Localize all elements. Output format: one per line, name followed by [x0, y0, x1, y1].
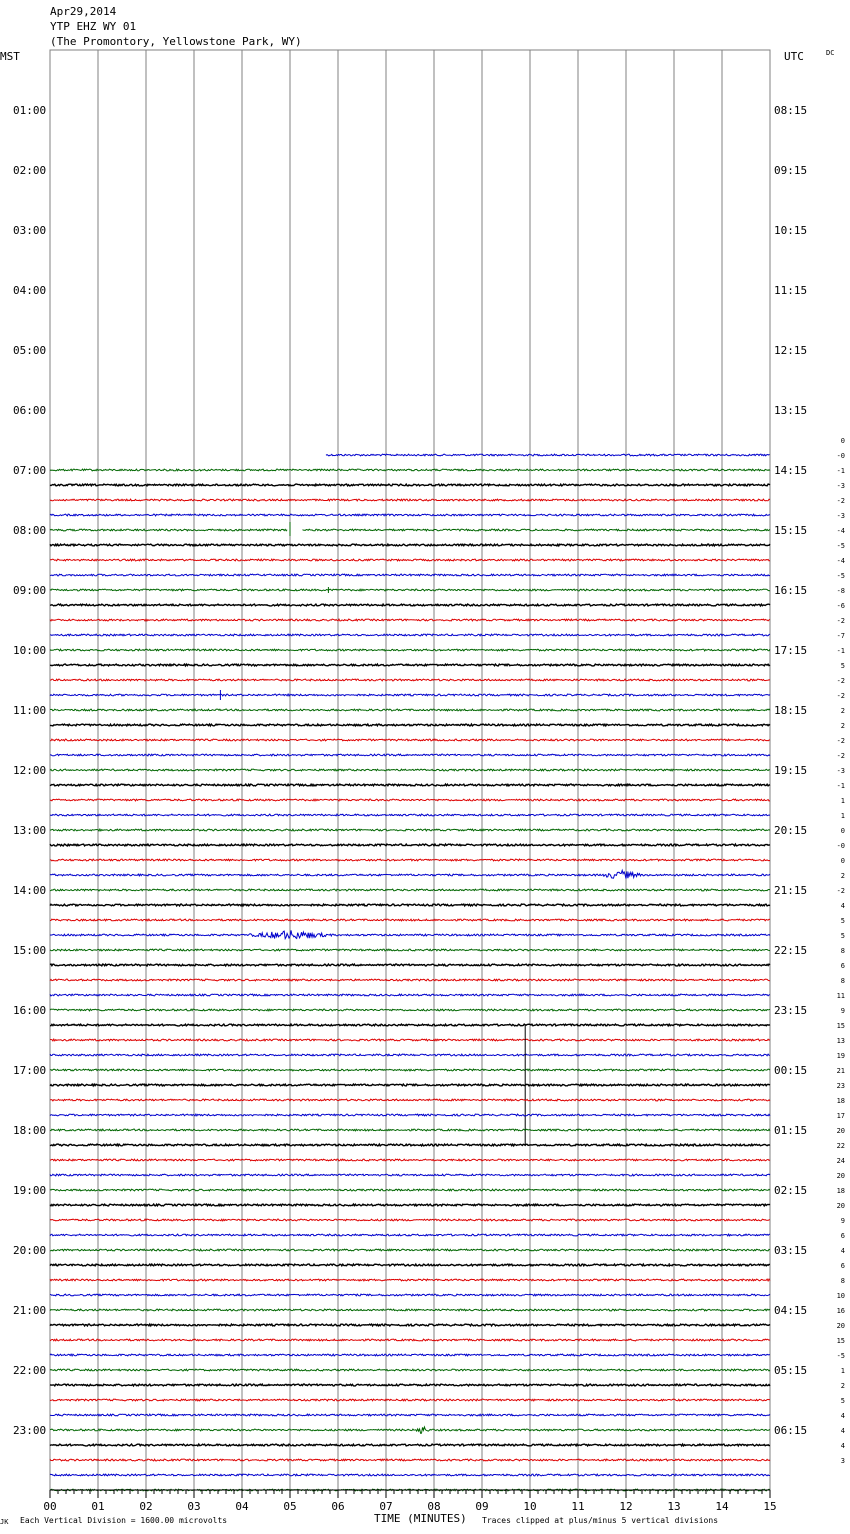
dc-offset-value: 5 — [840, 917, 845, 925]
dc-offset-value: 8 — [840, 1277, 845, 1285]
right-hour-label: 20:15 — [774, 824, 808, 837]
x-tick-label: 07 — [379, 1500, 393, 1513]
left-hour-label: 01:00 — [13, 104, 47, 117]
dc-offset-value: -1 — [836, 647, 845, 655]
dc-offset-header: DC — [826, 49, 835, 57]
dc-offset-value: 11 — [836, 992, 845, 1000]
seismic-trace — [326, 454, 770, 456]
seismic-trace — [50, 979, 770, 981]
dc-offset-value: 20 — [836, 1322, 845, 1330]
dc-offset-value: -3 — [836, 767, 845, 775]
left-hour-label: 07:00 — [13, 464, 47, 477]
seismic-trace — [50, 814, 770, 816]
dc-offset-value: -1 — [836, 467, 845, 475]
right-hour-label: 08:15 — [774, 104, 808, 117]
left-hour-label: 14:00 — [13, 884, 47, 897]
seismic-trace — [50, 994, 770, 996]
right-hour-label: 19:15 — [774, 764, 808, 777]
x-tick-label: 02 — [139, 1500, 153, 1513]
dc-offset-value: 1 — [840, 1367, 845, 1375]
seismic-trace — [50, 574, 770, 576]
dc-offset-value: -2 — [836, 887, 845, 895]
left-hour-label: 18:00 — [13, 1124, 47, 1137]
dc-offset-value: 3 — [840, 1457, 845, 1465]
seismic-trace — [50, 1039, 770, 1041]
dc-offset-value: 1 — [840, 812, 845, 820]
right-hour-label: 01:15 — [774, 1124, 808, 1137]
dc-offset-value: 10 — [836, 1292, 845, 1300]
dc-offset-value: 0 — [840, 827, 845, 835]
seismic-trace — [50, 634, 770, 636]
seismic-trace — [50, 799, 770, 801]
dc-offset-value: 20 — [836, 1202, 845, 1210]
dc-offset-value: -2 — [836, 692, 845, 700]
seismic-trace — [50, 1399, 770, 1401]
x-tick-label: 10 — [523, 1500, 537, 1513]
seismic-trace — [50, 1279, 770, 1281]
seismic-trace — [50, 709, 770, 711]
seismic-trace — [50, 619, 770, 621]
seismic-trace — [50, 754, 770, 756]
dc-offset-value: -1 — [836, 782, 845, 790]
dc-offset-value: 0 — [840, 437, 845, 445]
seismic-trace — [50, 1249, 770, 1251]
seismic-trace — [50, 930, 770, 938]
left-hour-label: 06:00 — [13, 404, 47, 417]
dc-offset-value: -4 — [836, 527, 845, 535]
dc-offset-value: -8 — [836, 587, 845, 595]
dc-offset-value: -2 — [836, 677, 845, 685]
x-tick-label: 00 — [43, 1500, 57, 1513]
x-tick-label: 11 — [571, 1500, 585, 1513]
dc-offset-value: -2 — [836, 737, 845, 745]
dc-offset-value: 24 — [836, 1157, 845, 1165]
seismic-trace — [50, 904, 770, 906]
right-hour-label: 22:15 — [774, 944, 808, 957]
dc-offset-value: -3 — [836, 482, 845, 490]
seismic-trace — [50, 919, 770, 921]
right-hour-label: 11:15 — [774, 284, 808, 297]
seismic-trace — [50, 1159, 770, 1161]
seismic-trace — [50, 1264, 770, 1266]
seismic-trace — [50, 1174, 770, 1176]
dc-offset-value: 8 — [840, 947, 845, 955]
dc-offset-value: -6 — [836, 602, 845, 610]
left-hour-label: 16:00 — [13, 1004, 47, 1017]
seismic-trace — [50, 1427, 770, 1433]
x-tick-label: 14 — [715, 1500, 729, 1513]
seismic-trace — [50, 964, 770, 966]
x-tick-label: 04 — [235, 1500, 249, 1513]
dc-offset-value: -5 — [836, 1352, 845, 1360]
seismic-trace — [50, 1219, 770, 1221]
dc-offset-value: 2 — [840, 872, 845, 880]
right-hour-label: 06:15 — [774, 1424, 808, 1437]
dc-offset-value: 18 — [836, 1097, 845, 1105]
seismic-trace — [50, 694, 770, 696]
seismic-trace — [50, 679, 770, 681]
dc-offset-value: 15 — [836, 1337, 845, 1345]
right-hour-label: 05:15 — [774, 1364, 808, 1377]
dc-offset-value: 4 — [840, 1247, 845, 1255]
seismic-trace — [50, 514, 770, 516]
right-hour-label: 14:15 — [774, 464, 808, 477]
seismic-trace — [50, 829, 770, 831]
right-hour-label: 03:15 — [774, 1244, 808, 1257]
right-hour-label: 04:15 — [774, 1304, 808, 1317]
seismic-trace — [50, 1114, 770, 1116]
dc-offset-value: 21 — [836, 1067, 845, 1075]
seismic-trace — [50, 1414, 770, 1416]
dc-offset-value: 9 — [840, 1007, 845, 1015]
dc-offset-value: -4 — [836, 557, 845, 565]
seismic-trace — [50, 1144, 770, 1146]
seismic-trace — [50, 1069, 770, 1071]
scale-note: Each Vertical Division = 1600.00 microvolts — [20, 1516, 228, 1525]
dc-offset-value: -2 — [836, 617, 845, 625]
x-tick-label: 09 — [475, 1500, 489, 1513]
seismic-trace — [50, 1234, 770, 1236]
x-tick-label: 01 — [91, 1500, 105, 1513]
seismic-trace — [50, 1384, 770, 1386]
dc-offset-value: -7 — [836, 632, 845, 640]
dc-offset-value: 5 — [840, 1397, 845, 1405]
seismic-trace — [50, 870, 770, 878]
x-tick-label: 06 — [331, 1500, 345, 1513]
left-timezone-label: MST — [0, 50, 20, 63]
left-hour-label: 21:00 — [13, 1304, 47, 1317]
dc-offset-value: 8 — [840, 977, 845, 985]
seismic-trace — [50, 1129, 770, 1131]
dc-offset-value: 22 — [836, 1142, 845, 1150]
left-hour-label: 08:00 — [13, 524, 47, 537]
x-axis-title: TIME (MINUTES) — [374, 1512, 467, 1525]
seismic-trace — [50, 859, 770, 861]
left-hour-label: 23:00 — [13, 1424, 47, 1437]
seismic-trace — [50, 1324, 770, 1326]
x-tick-label: 03 — [187, 1500, 201, 1513]
seismic-trace — [50, 544, 770, 546]
left-hour-label: 11:00 — [13, 704, 47, 717]
seismic-trace — [50, 769, 770, 771]
left-hour-label: 19:00 — [13, 1184, 47, 1197]
seismic-trace — [50, 1084, 770, 1086]
seismic-trace — [50, 1024, 770, 1026]
dc-offset-value: 5 — [840, 662, 845, 670]
left-hour-label: 10:00 — [13, 644, 47, 657]
dc-offset-value: 15 — [836, 1022, 845, 1030]
seismic-trace — [50, 1189, 770, 1191]
seismic-trace — [50, 1099, 770, 1101]
x-tick-label: 15 — [763, 1500, 777, 1513]
seismic-trace — [50, 1054, 770, 1056]
station-code: YTP EHZ WY 01 — [50, 20, 137, 33]
dc-offset-value: 4 — [840, 1412, 845, 1420]
dc-offset-value: 2 — [840, 1382, 845, 1390]
seismic-trace — [50, 949, 770, 951]
left-hour-label: 03:00 — [13, 224, 47, 237]
right-hour-label: 13:15 — [774, 404, 808, 417]
seismic-trace — [50, 649, 770, 651]
seismic-trace — [50, 844, 770, 846]
station-location: (The Promontory, Yellowstone Park, WY) — [50, 35, 302, 48]
record-date: Apr29,2014 — [50, 5, 117, 18]
seismic-trace — [50, 604, 770, 606]
seismic-trace — [50, 1339, 770, 1341]
seismic-trace — [50, 739, 770, 741]
right-hour-label: 09:15 — [774, 164, 808, 177]
right-hour-label: 21:15 — [774, 884, 808, 897]
right-hour-label: 15:15 — [774, 524, 808, 537]
seismic-trace — [50, 784, 770, 786]
seismic-trace — [50, 1294, 770, 1296]
left-hour-label: 04:00 — [13, 284, 47, 297]
seismic-trace — [50, 1474, 770, 1476]
left-hour-label: 02:00 — [13, 164, 47, 177]
dc-offset-value: 2 — [840, 722, 845, 730]
seismic-trace — [50, 529, 770, 531]
seismic-trace — [50, 1369, 770, 1371]
seismic-trace — [50, 1204, 770, 1206]
right-hour-label: 16:15 — [774, 584, 808, 597]
dc-offset-value: 0 — [840, 857, 845, 865]
right-hour-label: 17:15 — [774, 644, 808, 657]
dc-offset-value: 9 — [840, 1217, 845, 1225]
left-hour-label: 09:00 — [13, 584, 47, 597]
right-hour-label: 02:15 — [774, 1184, 808, 1197]
seismic-trace — [50, 1354, 770, 1356]
dc-offset-value: 6 — [840, 1232, 845, 1240]
left-hour-label: 20:00 — [13, 1244, 47, 1257]
clip-note: Traces clipped at plus/minus 5 vertical divisions — [482, 1516, 719, 1525]
x-tick-label: 05 — [283, 1500, 297, 1513]
dc-offset-value: 16 — [836, 1307, 845, 1315]
seismic-trace — [50, 469, 770, 471]
x-tick-label: 12 — [619, 1500, 633, 1513]
seismic-trace — [50, 1309, 770, 1311]
dc-offset-value: 23 — [836, 1082, 845, 1090]
dc-offset-value: 4 — [840, 1442, 845, 1450]
seismic-trace — [50, 499, 770, 501]
x-tick-label: 13 — [667, 1500, 681, 1513]
dc-offset-value: -0 — [836, 842, 845, 850]
left-hour-label: 13:00 — [13, 824, 47, 837]
right-hour-label: 23:15 — [774, 1004, 808, 1017]
right-hour-label: 18:15 — [774, 704, 808, 717]
seismic-trace — [50, 664, 770, 666]
dc-offset-value: 19 — [836, 1052, 845, 1060]
dc-offset-value: 20 — [836, 1127, 845, 1135]
left-hour-label: 22:00 — [13, 1364, 47, 1377]
dc-offset-value: 17 — [836, 1112, 845, 1120]
left-hour-label: 17:00 — [13, 1064, 47, 1077]
right-hour-label: 12:15 — [774, 344, 808, 357]
dc-offset-value: -0 — [836, 452, 845, 460]
seismic-trace — [50, 559, 770, 561]
seismic-trace — [50, 484, 770, 486]
dc-offset-value: 20 — [836, 1172, 845, 1180]
dc-offset-value: -5 — [836, 572, 845, 580]
left-hour-label: 15:00 — [13, 944, 47, 957]
seismic-trace — [50, 589, 770, 591]
dc-offset-value: 6 — [840, 1262, 845, 1270]
left-hour-label: 12:00 — [13, 764, 47, 777]
seismic-trace — [50, 724, 770, 726]
seismic-trace — [50, 889, 770, 891]
dc-offset-value: 1 — [840, 797, 845, 805]
dc-offset-value: 13 — [836, 1037, 845, 1045]
dc-offset-value: -5 — [836, 542, 845, 550]
dc-offset-value: 4 — [840, 902, 845, 910]
right-hour-label: 10:15 — [774, 224, 808, 237]
seismic-trace — [50, 1444, 770, 1446]
dc-offset-value: -2 — [836, 497, 845, 505]
seismic-trace — [50, 1009, 770, 1011]
dc-offset-value: -2 — [836, 752, 845, 760]
left-hour-label: 05:00 — [13, 344, 47, 357]
dc-offset-value: 5 — [840, 932, 845, 940]
right-hour-label: 00:15 — [774, 1064, 808, 1077]
dc-offset-value: 18 — [836, 1187, 845, 1195]
dc-offset-value: 6 — [840, 962, 845, 970]
dc-offset-value: 4 — [840, 1427, 845, 1435]
dc-offset-value: -3 — [836, 512, 845, 520]
right-timezone-label: UTC — [784, 50, 804, 63]
corner-mark: JK — [0, 1518, 9, 1526]
seismic-trace — [50, 1459, 770, 1461]
x-tick-label: 08 — [427, 1500, 441, 1513]
dc-offset-value: 2 — [840, 707, 845, 715]
